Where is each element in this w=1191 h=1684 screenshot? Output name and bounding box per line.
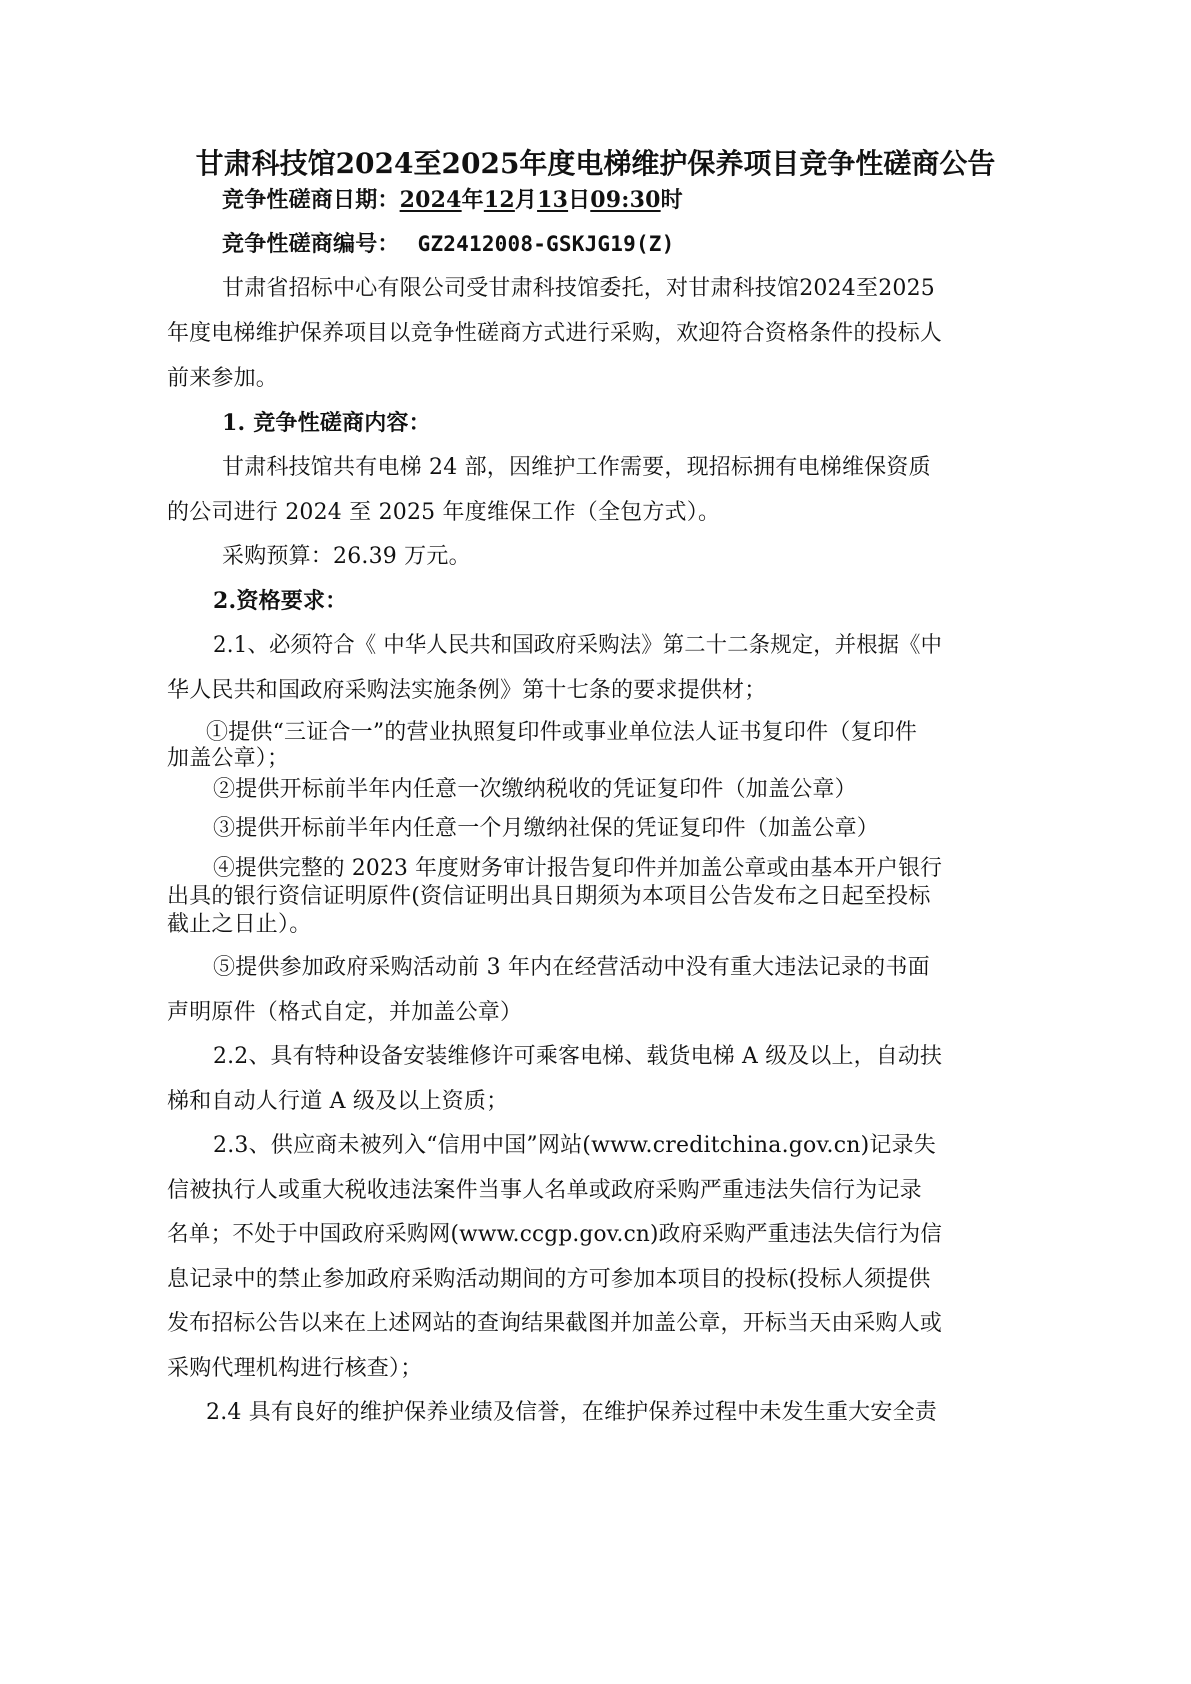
code-line	[222, 229, 674, 259]
code-label: 竞争性磋商编号：	[222, 231, 400, 257]
p21-line-2: 华人民共和国政府采购法实施条例》第十七条的要求提供材；	[167, 678, 767, 703]
item1-line-1: ①提供“三证合一”的营业执照复印件或事业单位法人证书复印件（复印件	[206, 720, 918, 745]
p21-line-1: 2.1、必须符合《 中华人民共和国政府采购法》第二十二条规定，并根据《中	[213, 633, 943, 658]
date-day: 13	[537, 187, 569, 213]
budget-line: 采购预算：26.39 万元。	[222, 544, 471, 569]
item4-line-3: 截止之日止）。	[167, 912, 312, 937]
item5-line-2: 声明原件（格式自定，并加盖公章）	[167, 1000, 523, 1025]
section1-line-1: 甘肃科技馆共有电梯 24 部，因维护工作需要，现招标拥有电梯维保资质	[222, 455, 931, 480]
p22-line-1: 2.2、具有特种设备安装维修许可乘客电梯、载货电梯 A 级及以上，自动扶	[213, 1044, 943, 1069]
date-time-unit: 时	[660, 187, 683, 213]
document-title: 甘肃科技馆2024至2025年度电梯维护保养项目竞争性磋商公告	[195, 147, 996, 180]
date-month: 12	[483, 187, 515, 213]
section2-heading: 2.资格要求：	[213, 588, 348, 614]
intro-line-3: 前来参加。	[167, 366, 279, 391]
p23-line-2: 信被执行人或重大税收违法案件当事人名单或政府采购严重违法失信行为记录	[167, 1178, 922, 1203]
p24-line: 2.4 具有良好的维护保养业绩及信誉，在维护保养过程中未发生重大安全责	[206, 1400, 937, 1425]
p23-line-4: 息记录中的禁止参加政府采购活动期间的方可参加本项目的投标(投标人须提供	[167, 1267, 931, 1292]
date-month-unit: 月	[514, 187, 538, 213]
date-year-unit: 年	[461, 187, 484, 213]
item5-line-1: ⑤提供参加政府采购活动前 3 年内在经营活动中没有重大违法记录的书面	[213, 955, 930, 980]
intro-line-2: 年度电梯维护保养项目以竞争性磋商方式进行采购，欢迎符合资格条件的投标人	[167, 321, 942, 346]
code-value: GZ2412008-GSKJG19(Z)	[417, 232, 675, 256]
item2-line: ②提供开标前半年内任意一次缴纳税收的凭证复印件（加盖公章）	[213, 777, 857, 802]
intro-line-1: 甘肃省招标中心有限公司受甘肃科技馆委托，对甘肃科技馆2024至2025	[222, 276, 935, 301]
date-time: 09:30	[590, 187, 661, 213]
p22-line-2: 梯和自动人行道 A 级及以上资质；	[167, 1089, 509, 1114]
date-label: 竞争性磋商日期：	[222, 187, 400, 213]
date-year: 2024	[399, 187, 462, 213]
item3-line: ③提供开标前半年内任意一个月缴纳社保的凭证复印件（加盖公章）	[213, 816, 880, 841]
p23-line-3: 名单；不处于中国政府采购网(www.ccgp.gov.cn)政府采购严重违法失信行为信	[167, 1222, 943, 1247]
section1-line-2: 的公司进行 2024 至 2025 年度维保工作（全包方式）。	[167, 500, 721, 525]
item4-line-2: 出具的银行资信证明原件(资信证明出具日期须为本项目公告发布之日起至投标	[167, 884, 931, 909]
p23-line-6: 采购代理机构进行核查）；	[167, 1356, 423, 1381]
p23-line-5: 发布招标公告以来在上述网站的查询结果截图并加盖公章，开标当天由采购人或	[167, 1311, 942, 1336]
p23-line-1: 2.3、供应商未被列入“信用中国”网站(www.creditchina.gov.cn)记录失	[213, 1133, 936, 1158]
item1-line-2: 加盖公章）；	[167, 746, 290, 771]
item4-line-1: ④提供完整的 2023 年度财务审计报告复印件并加盖公章或由基本开户银行	[213, 856, 943, 881]
section1-heading: 1. 竞争性磋商内容：	[222, 410, 431, 436]
date-day-unit: 日	[568, 187, 591, 213]
date-line	[222, 185, 683, 215]
